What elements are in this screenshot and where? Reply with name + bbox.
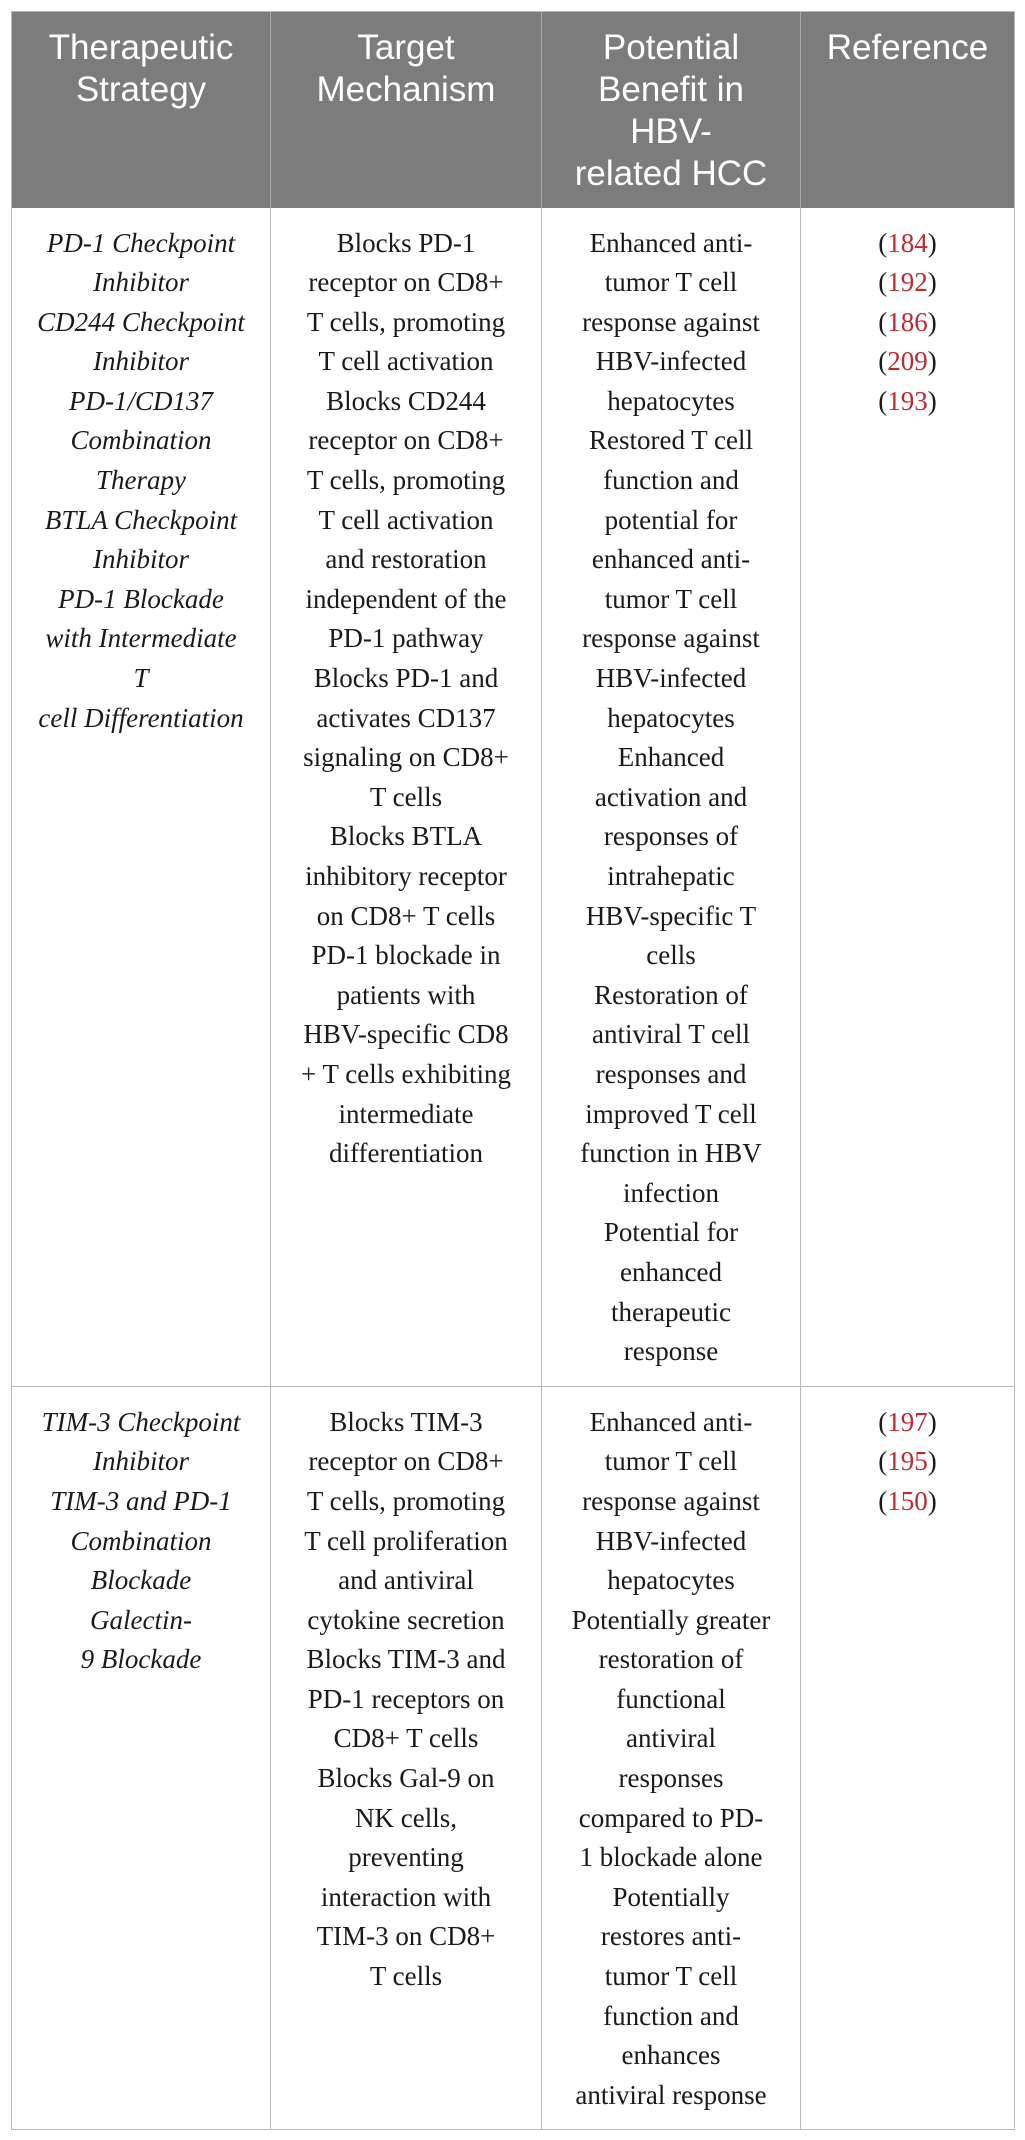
table-row [12, 1386, 1015, 2130]
cell-line: HBV-infected [595, 1525, 747, 1556]
cell-line: restores anti- [600, 1921, 742, 1952]
paren-open: ( [878, 1406, 888, 1437]
cell-line: Blocks PD-1 [336, 227, 476, 258]
header-text: Reference [826, 28, 989, 67]
cell-line: antiviral response [575, 2079, 767, 2110]
reference-entry [807, 303, 1008, 343]
paren-open: ( [878, 385, 888, 416]
reference-entry [807, 1403, 1008, 1443]
cell-line: antiviral [626, 1723, 716, 1754]
cell-line: T cells [369, 1961, 443, 1992]
reference-link[interactable]: 186 [887, 306, 928, 337]
cell-line: tumor T cell [604, 1446, 738, 1477]
cell-line: response [623, 1336, 719, 1367]
cell-line: response against [582, 306, 760, 337]
table-row [12, 208, 1015, 1387]
cell-line: compared to PD- [578, 1802, 764, 1833]
paren-close: ) [927, 227, 937, 258]
cell-line: T cell activation [318, 504, 494, 535]
strategy-cell [12, 1386, 271, 2130]
cell-line: receptor on CD8+ [308, 425, 504, 456]
cell-line: cell Differentiation [38, 702, 244, 733]
cell-line: responses [618, 1763, 724, 1794]
cell-line: function in HBV [580, 1138, 762, 1169]
cell-line: enhances [621, 2040, 721, 2071]
paren-close: ) [927, 267, 937, 298]
header-text: Benefit in [598, 70, 744, 109]
paren-open: ( [878, 1485, 888, 1516]
cell-line: PD-1 Checkpoint [46, 227, 236, 258]
cell-line: Inhibitor [92, 267, 189, 298]
cell-line: TIM-3 Checkpoint [41, 1406, 241, 1437]
cell-line: response against [582, 623, 760, 654]
cell-line: Potentially greater [571, 1604, 771, 1635]
cell-line: interaction with [320, 1881, 492, 1912]
cell-line: Blocks TIM-3 [329, 1406, 483, 1437]
cell-line: PD-1 receptors on [307, 1683, 505, 1714]
header-text: HBV- [630, 112, 712, 151]
paren-close: ) [927, 306, 937, 337]
header-potential-benefit [542, 12, 801, 208]
cell-line: T cell proliferation [304, 1525, 508, 1556]
strategy-cell [12, 208, 271, 1387]
cell-line: antiviral T cell [592, 1019, 750, 1050]
cell-line: Inhibitor [92, 1446, 189, 1477]
cell-line: signaling on CD8+ [303, 742, 509, 773]
paren-open: ( [878, 306, 888, 337]
reference-link[interactable]: 192 [887, 267, 928, 298]
cell-line: Potentially [612, 1881, 730, 1912]
cell-line: 1 blockade alone [579, 1842, 763, 1873]
reference-link[interactable]: 150 [887, 1485, 928, 1516]
cell-line: HBV-infected [595, 663, 747, 694]
cell-line: differentiation [329, 1138, 483, 1169]
cell-line: Blocks Gal-9 on [317, 1763, 495, 1794]
cell-line: TIM-3 on CD8+ [316, 1921, 496, 1952]
reference-entry [807, 1442, 1008, 1482]
benefit-cell [542, 1386, 801, 2130]
reference-link[interactable]: 197 [887, 1406, 928, 1437]
reference-link[interactable]: 209 [887, 346, 928, 377]
cell-line: 9 Blockade [80, 1644, 202, 1675]
cell-line: TIM-3 and PD-1 [50, 1485, 232, 1516]
cell-line: responses and [595, 1058, 747, 1089]
benefit-cell [542, 208, 801, 1387]
header-text: Strategy [75, 70, 207, 109]
cell-line: with Intermediate [45, 623, 237, 654]
header-text: Potential [602, 28, 740, 67]
cell-line: cells [646, 940, 696, 971]
reference-cell [801, 1386, 1015, 2130]
cell-line: responses of [603, 821, 739, 852]
cell-line: Enhanced anti- [589, 227, 753, 258]
cell-line: independent of the [305, 583, 507, 614]
cell-line: response against [582, 1485, 760, 1516]
cell-line: Inhibitor [92, 544, 189, 575]
paren-open: ( [878, 267, 888, 298]
cell-line: improved T cell [585, 1098, 757, 1129]
paren-open: ( [878, 227, 888, 258]
cell-line: Potential for [603, 1217, 739, 1248]
cell-line: function and [603, 2000, 739, 2031]
cell-line: Blocks TIM-3 and [306, 1644, 506, 1675]
cell-line: therapeutic [611, 1296, 731, 1327]
header-text: Mechanism [316, 70, 496, 109]
cell-line: Blocks PD-1 and [313, 663, 499, 694]
header-target-mechanism [271, 12, 542, 208]
cell-line: receptor on CD8+ [308, 1446, 504, 1477]
cell-line: inhibitory receptor [305, 861, 507, 891]
cell-line: Combination [70, 1525, 212, 1556]
reference-link[interactable]: 193 [887, 385, 928, 416]
cell-line: Enhanced anti- [589, 1406, 753, 1437]
cell-line: tumor T cell [604, 583, 738, 614]
cell-line: activation and [594, 781, 748, 812]
cell-line: Galectin- [90, 1604, 192, 1635]
cell-line: T cells, promoting [306, 1485, 506, 1516]
cell-line: hepatocytes [607, 385, 735, 416]
cell-line: HBV-infected [595, 346, 747, 377]
reference-cell [801, 208, 1015, 1387]
cell-line: Blocks CD244 [326, 385, 486, 416]
cell-line: BTLA Checkpoint [44, 504, 238, 535]
paren-close: ) [927, 1446, 937, 1477]
cell-line: and antiviral [338, 1565, 474, 1596]
cell-line: potential for [604, 504, 738, 535]
paren-close: ) [927, 1485, 937, 1516]
cell-line: restoration of [598, 1644, 744, 1675]
cell-line: Restored T cell [589, 425, 753, 456]
cell-line: Enhanced [617, 742, 725, 773]
cell-line: PD-1 pathway [328, 623, 484, 654]
reference-entry [807, 342, 1008, 382]
cell-line: Combination [70, 425, 212, 456]
cell-line: tumor T cell [604, 1961, 738, 1992]
cell-line: Therapy [96, 465, 186, 496]
cell-line: CD8+ T cells [333, 1723, 479, 1754]
reference-entry [807, 224, 1008, 264]
cell-line: Blockade [90, 1565, 192, 1596]
cell-line: T cell activation [318, 346, 494, 377]
cell-line: NK cells, [355, 1802, 457, 1833]
paren-open: ( [878, 346, 888, 377]
header-text: Therapeutic [48, 28, 234, 67]
header-text: related HCC [574, 154, 768, 193]
cell-line: activates CD137 [316, 702, 496, 733]
cell-line: PD-1 Blockade [58, 583, 224, 614]
mechanism-cell [271, 208, 542, 1387]
header-text: Target [357, 28, 455, 67]
reference-entry [807, 263, 1008, 303]
cell-line: patients with [336, 979, 476, 1010]
cell-line: Inhibitor [92, 346, 189, 377]
cell-line: and restoration [325, 544, 487, 575]
cell-line: on CD8+ T cells [316, 900, 496, 931]
cell-line: T cells, promoting [306, 306, 506, 337]
therapy-table [11, 11, 1015, 2130]
header-row [12, 12, 1015, 208]
cell-line: hepatocytes [607, 702, 735, 733]
cell-line: hepatocytes [607, 1565, 735, 1596]
reference-entry [807, 382, 1008, 422]
reference-link[interactable]: 195 [887, 1446, 928, 1477]
paren-close: ) [927, 1406, 937, 1437]
cell-line: HBV-specific T [585, 900, 757, 931]
cell-line: intermediate [338, 1098, 474, 1129]
cell-line: CD244 Checkpoint [37, 306, 245, 337]
mechanism-cell [271, 1386, 542, 2130]
cell-line: functional [616, 1683, 726, 1714]
paren-close: ) [927, 346, 937, 377]
paren-open: ( [878, 1446, 888, 1477]
cell-line: intrahepatic [607, 861, 735, 891]
cell-line: tumor T cell [604, 267, 738, 298]
cell-line: function and [603, 465, 739, 496]
cell-line: enhanced anti- [591, 544, 751, 575]
cell-line: infection [623, 1177, 719, 1208]
cell-line: + T cells exhibiting [301, 1058, 511, 1089]
cell-line: Blocks BTLA [329, 821, 483, 852]
header-reference [801, 12, 1015, 208]
cell-line: PD-1 blockade in [311, 940, 501, 971]
cell-line: receptor on CD8+ [308, 267, 504, 298]
cell-line: PD-1/CD137 [69, 385, 213, 416]
reference-link[interactable]: 184 [887, 227, 928, 258]
cell-line: T cells, promoting [306, 465, 506, 496]
cell-line: T cells [369, 781, 443, 812]
cell-line: enhanced [620, 1256, 722, 1287]
paren-close: ) [927, 385, 937, 416]
cell-line: Restoration of [594, 979, 748, 1010]
cell-line: preventing [348, 1842, 464, 1873]
cell-line: cytokine secretion [307, 1604, 505, 1635]
cell-line: T [133, 663, 149, 694]
reference-entry [807, 1482, 1008, 1522]
cell-line: HBV-specific CD8 [303, 1019, 509, 1050]
header-therapeutic-strategy [12, 12, 271, 208]
